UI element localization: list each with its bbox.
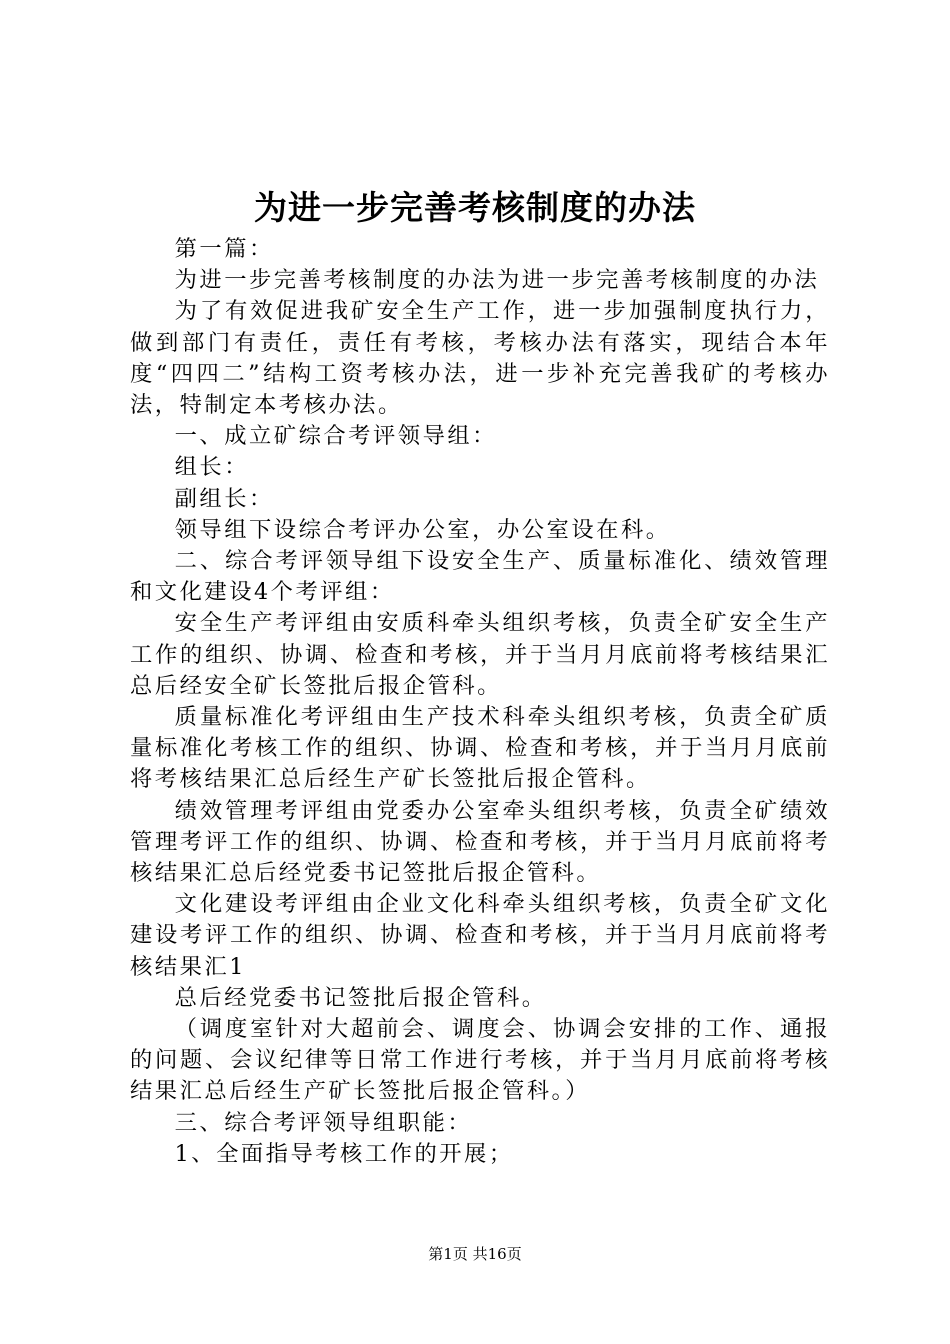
paragraph: 绩效管理考评组由党委办公室牵头组织考核，负责全矿绩效管理考评工作的组织、协调、检查和考核，并于当月月底前将考核结果汇总后经党委书记签批后报企管科。 <box>130 797 830 887</box>
paragraph: 1、全面指导考核工作的开展； <box>174 1140 514 1167</box>
paragraph: 二、综合考评领导组下设安全生产、质量标准化、绩效管理和文化建设4个考评组： <box>130 548 830 606</box>
paragraph: 副组长： <box>174 485 274 512</box>
paragraph: 文化建设考评组由企业文化科牵头组织考核，负责全矿文化建设考评工作的组织、协调、检查和考核，并于当月月底前将考核结果汇1 <box>130 891 830 980</box>
document-body <box>130 234 830 1170</box>
document-title: 为进一步完善考核制度的办法 <box>254 188 696 227</box>
paragraph: 一、成立矿综合考评领导组： <box>174 423 497 450</box>
paragraph: 三、综合考评领导组职能： <box>174 1109 473 1136</box>
paragraph: 第一篇： <box>174 236 274 262</box>
paragraph: 总后经党委书记签批后报企管科。 <box>174 984 547 1011</box>
paragraph: 组长： <box>174 454 249 481</box>
paragraph: 领导组下设综合考评办公室，办公室设在科。 <box>174 516 671 543</box>
paragraph: 安全生产考评组由安质科牵头组织考核，负责全矿安全生产工作的组织、协调、检查和考核，并于当月月底前将考核结果汇总后经安全矿长签批后报企管科。 <box>130 610 830 699</box>
paragraph: 为进一步完善考核制度的办法为进一步完善考核制度的办法 <box>174 267 820 294</box>
paragraph: 为了有效促进我矿安全生产工作，进一步加强制度执行力，做到部门有责任，责任有考核，考核办法有落实，现结合本年度“四四二”结构工资考核办法，进一步补充完善我矿的考核办法，特制定本考核办法。 <box>130 298 830 419</box>
page-number-footer: 第1页 共16页 <box>428 1245 522 1263</box>
paragraph: 质量标准化考评组由生产技术科牵头组织考核，负责全矿质量标准化考核工作的组织、协调、检查和考核，并于当月月底前将考核结果汇总后经生产矿长签批后报企管科。 <box>130 704 830 793</box>
paragraph: （调度室针对大超前会、调度会、协调会安排的工作、通报的问题、会议纪律等日常工作进行考核，并于当月月底前将考核结果汇总后经生产矿长签批后报企管科。） <box>130 1016 830 1105</box>
